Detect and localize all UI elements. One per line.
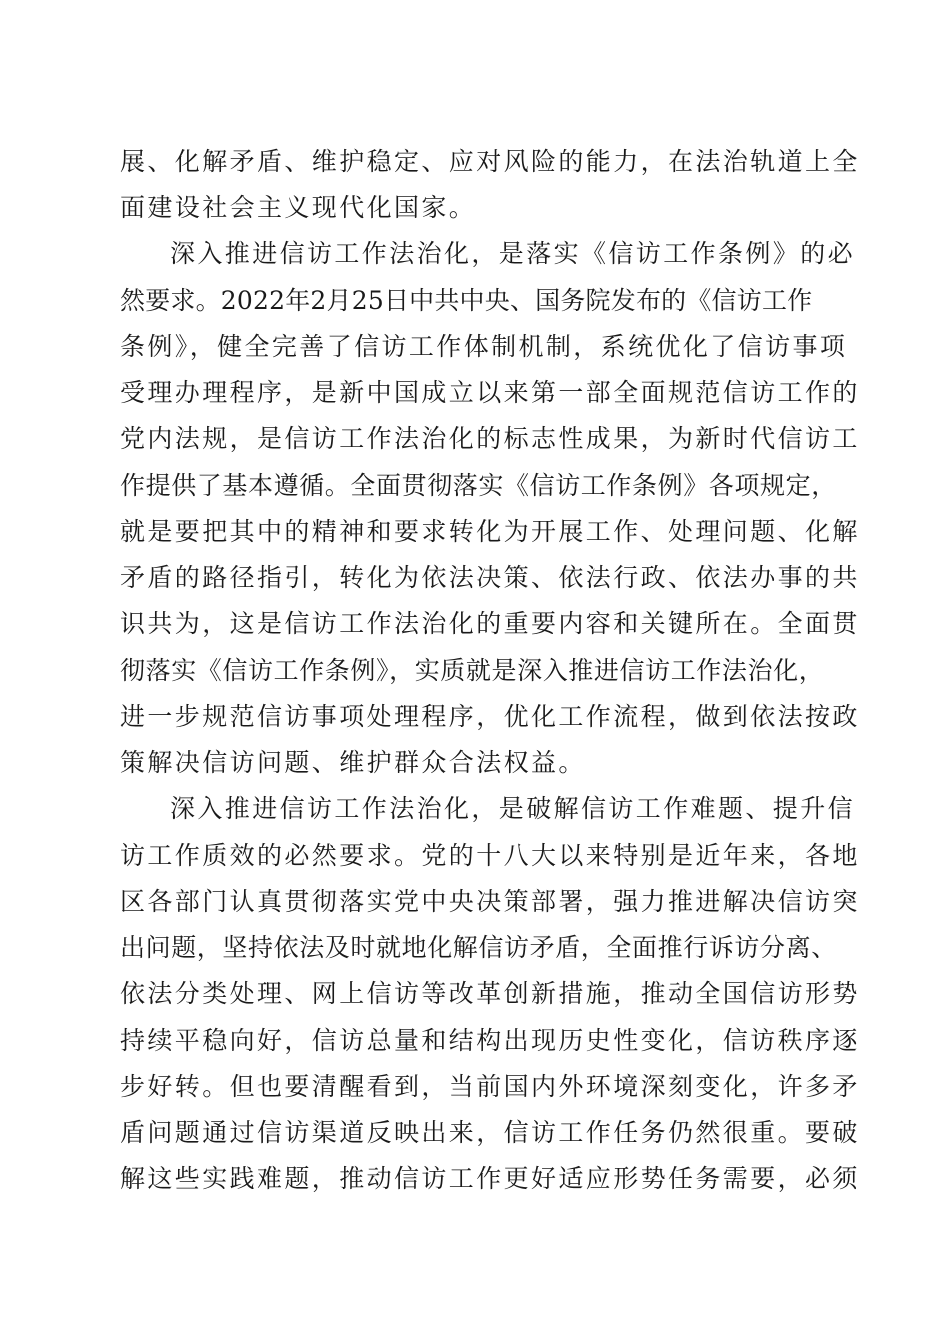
text-line: 展、化解矛盾、维护稳定、应对风险的能力，在法治轨道上全: [120, 147, 860, 176]
text-line: 依法分类处理、网上信访等改革创新措施，推动全国信访形势: [120, 979, 860, 1008]
text-line: 矛盾的路径指引，转化为依法决策、依法行政、依法办事的共: [120, 563, 860, 592]
text-line: 出问题，坚持依法及时就地化解信访矛盾，全面推行诉访分离、: [120, 933, 837, 962]
text-line: 访工作质效的必然要求。党的十八大以来特别是近年来，各地: [120, 841, 860, 870]
text-line: 解这些实践难题，推动信访工作更好适应形势任务需要，必须: [120, 1164, 860, 1193]
text-line: 区各部门认真贯彻落实党中央决策部署，强力推进解决信访突: [120, 887, 860, 916]
text-line: 受理办理程序，是新中国成立以来第一部全面规范信访工作的: [120, 378, 860, 407]
text-line: 党内法规，是信访工作法治化的标志性成果，为新时代信访工: [120, 424, 860, 453]
text-line: 条例》，健全完善了信访工作体制机制，系统优化了信访事项: [120, 332, 848, 361]
text-line: 识共为，这是信访工作法治化的重要内容和关键所在。全面贯: [120, 609, 860, 638]
text-line: 然要求。2022年2月25日中共中央、国务院发布的《信访工作: [120, 286, 813, 315]
text-line: 彻落实《信访工作条例》，实质就是深入推进信访工作法治化，: [120, 656, 825, 685]
text-line: 策解决信访问题、维护群众合法权益。: [120, 748, 586, 777]
text-line: 步好转。但也要清醒看到，当前国内外环境深刻变化，许多矛: [120, 1072, 860, 1101]
paragraph-first-line: 深入推进信访工作法治化，是破解信访工作难题、提升信: [170, 794, 856, 823]
text-line: 面建设社会主义现代化国家。: [120, 193, 477, 222]
text-line: 就是要把其中的精神和要求转化为开展工作、处理问题、化解: [120, 517, 860, 546]
paragraph-first-line: 深入推进信访工作法治化，是落实《信访工作条例》的必: [170, 239, 856, 268]
text-line: 持续平稳向好，信访总量和结构出现历史性变化，信访秩序逐: [120, 1026, 860, 1055]
text-line: 作提供了基本遵循。全面贯彻落实《信访工作条例》各项规定，: [120, 471, 837, 500]
text-line: 进一步规范信访事项处理程序，优化工作流程，做到依法按政: [120, 702, 860, 731]
text-line: 盾问题通过信访渠道反映出来，信访工作任务仍然很重。要破: [120, 1118, 860, 1147]
